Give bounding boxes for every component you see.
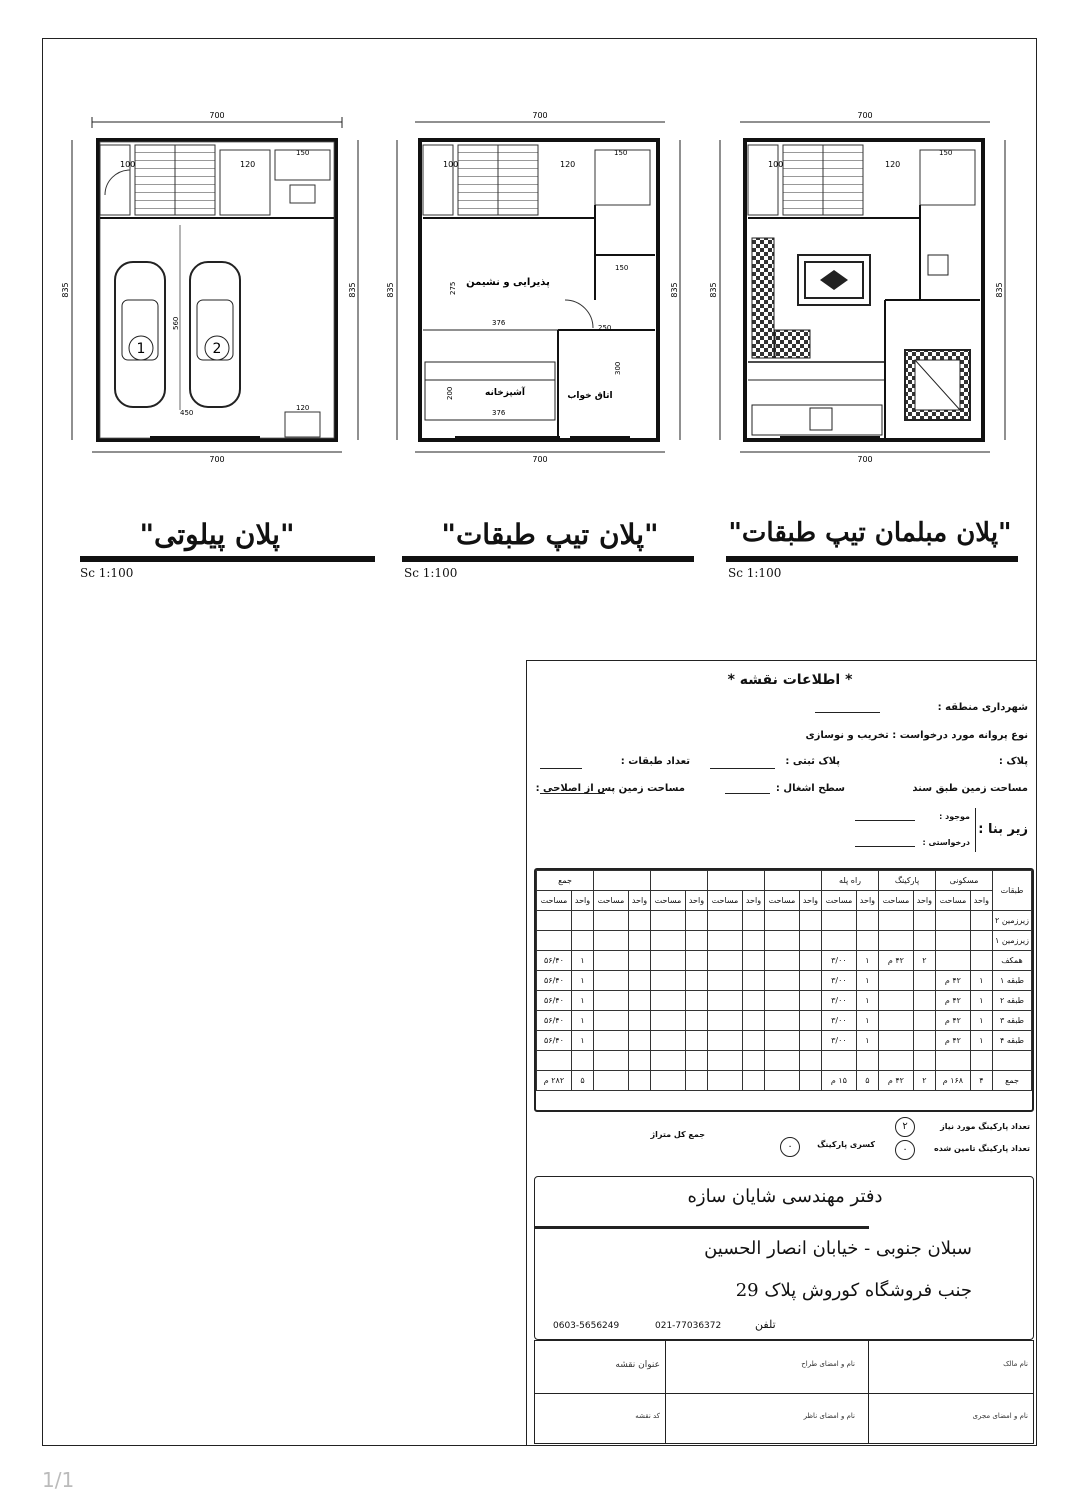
- footer-code: کد نقشه: [635, 1412, 660, 1420]
- field-floors: تعداد طبقات :: [620, 756, 690, 767]
- svg-text:2: 2: [212, 341, 222, 357]
- table-row: طبقه ۴ ۱ ۴۲ م ۱ ۳/۰۰ ۱ ۵۶/۴۰: [537, 1031, 1032, 1051]
- svg-text:300: 300: [614, 361, 622, 375]
- footer-grid: [534, 1340, 1034, 1444]
- svg-text:100: 100: [443, 160, 459, 169]
- svg-text:835: 835: [670, 282, 679, 298]
- svg-text:150: 150: [939, 149, 953, 157]
- svg-text:700: 700: [532, 111, 548, 120]
- table-row: طبقه ۱ ۱ ۴۲ م ۱ ۳/۰۰ ۱ ۵۶/۴۰: [537, 971, 1032, 991]
- svg-text:275: 275: [449, 281, 457, 295]
- table-row: زیرزمین ۲: [537, 911, 1032, 931]
- parking-required: تعداد پارکینگ مورد نیاز: [940, 1122, 1030, 1131]
- svg-text:150: 150: [614, 149, 628, 157]
- office-address-1: سبلان جنوبی - خیابان انصار الحسین: [704, 1238, 972, 1259]
- table-row: طبقه ۳ ۱ ۴۲ م ۱ ۳/۰۰ ۱ ۵۶/۴۰: [537, 1011, 1032, 1031]
- svg-text:100: 100: [120, 160, 136, 169]
- svg-text:150: 150: [296, 149, 310, 157]
- office-address-2: جنب فروشگاه کوروش پلاک 29: [735, 1280, 972, 1301]
- table-row: [537, 1051, 1032, 1071]
- office-name: دفتر مهندسی شایان سازه: [687, 1186, 883, 1207]
- svg-text:700: 700: [857, 455, 873, 464]
- table-row: طبقه ۲ ۱ ۴۲ م ۱ ۳/۰۰ ۱ ۵۶/۴۰: [537, 991, 1032, 1011]
- svg-text:120: 120: [240, 160, 256, 169]
- scale-label: Sc 1:100: [404, 566, 458, 580]
- parking-required-value: ۲: [895, 1117, 915, 1137]
- car-1: [115, 262, 165, 407]
- dim-top: 700: [209, 111, 225, 120]
- car-2: [190, 262, 240, 407]
- footer-owner: نام مالک: [1003, 1360, 1028, 1368]
- page-number: 1/1: [42, 1468, 75, 1492]
- plan-typical: [386, 111, 680, 464]
- svg-text:120: 120: [560, 160, 576, 169]
- office-phone-label: تلفن: [755, 1318, 776, 1331]
- plan-furnished: [709, 111, 1005, 464]
- svg-text:250: 250: [598, 324, 612, 332]
- table-row: زیرزمین ۱: [537, 931, 1032, 951]
- footer-designer: نام و امضای طراح: [801, 1360, 855, 1368]
- room-living: پذیرایی و نشیمن: [466, 277, 550, 288]
- scale-label: Sc 1:100: [728, 566, 782, 580]
- table-row: همکف ۲ ۴۲ م ۱ ۳/۰۰ ۱ ۵۶/۴۰: [537, 951, 1032, 971]
- floor-plans: [0, 100, 1080, 580]
- area-table-frame: [534, 868, 1034, 1112]
- dim-bottom: 700: [209, 455, 225, 464]
- title-underline: [80, 556, 375, 562]
- svg-text:120: 120: [885, 160, 901, 169]
- svg-text:835: 835: [995, 282, 1004, 298]
- svg-text:120: 120: [296, 404, 310, 412]
- info-heading: * اطلاعات نقشه *: [727, 672, 853, 688]
- room-bedroom: اتاق خواب: [567, 391, 613, 401]
- parking-provided: تعداد پارکینگ تامین شده: [934, 1144, 1030, 1153]
- parking-provided-value: ۰: [895, 1140, 915, 1160]
- field-parcel: پلاک :: [998, 756, 1028, 767]
- field-occupancy: سطح اشغال :: [775, 783, 845, 794]
- dim-left: 835: [61, 282, 70, 298]
- plan-title-pilot: "پلان پیلوتی": [139, 518, 295, 551]
- field-setback: مساحت زمین پس از اصلاحی :: [535, 783, 685, 794]
- field-municipality: شهرداری منطقه :: [937, 702, 1028, 713]
- parking-deficit-value: ۰: [780, 1137, 800, 1157]
- total-area-label: جمع کل متراژ: [650, 1130, 705, 1139]
- svg-text:835: 835: [386, 282, 395, 298]
- parking-deficit: کسری پارکینگ: [817, 1140, 875, 1149]
- room-kitchen: آشپزخانه: [485, 388, 525, 398]
- office-phone-1: 021-77036372: [655, 1321, 722, 1331]
- table-row-total: جمع ۴ ۱۶۸ م ۲ ۴۲ م ۵ ۱۵ م ۵ ۲۸۲ م: [537, 1071, 1032, 1091]
- office-phone-2: 0603-5656249: [553, 1321, 620, 1331]
- svg-text:700: 700: [857, 111, 873, 120]
- svg-text:100: 100: [768, 160, 784, 169]
- scale-label: Sc 1:100: [80, 566, 134, 580]
- plan-title-furnished: "پلان مبلمان تیپ طبقات": [728, 518, 1012, 548]
- plan-title-typical: "پلان تیپ طبقات": [441, 518, 659, 551]
- plan-pilot: [61, 111, 358, 464]
- dim-right: 835: [348, 282, 357, 298]
- field-lot-area: مساحت زمین طبق سند: [912, 783, 1028, 794]
- svg-text:376: 376: [492, 409, 506, 417]
- svg-text:835: 835: [709, 282, 718, 298]
- svg-text:560: 560: [172, 316, 180, 330]
- footer-supervisor: نام و امضای ناظر: [803, 1412, 855, 1420]
- footer-executor: نام و امضای مجری: [972, 1412, 1028, 1420]
- svg-text:200: 200: [446, 386, 454, 400]
- field-existing: موجود :: [939, 812, 970, 821]
- svg-text:150: 150: [615, 264, 629, 272]
- svg-text:1: 1: [136, 341, 146, 357]
- field-permit-type: نوع پروانه مورد درخواست : تخریب و نوسازی: [805, 730, 1028, 741]
- field-original-parcel: پلاک ثبتی :: [785, 756, 840, 767]
- svg-text:376: 376: [492, 319, 506, 327]
- footer-drawing-title: عنوان نقشه: [615, 1360, 660, 1370]
- title-underline: [726, 556, 1018, 562]
- svg-text:700: 700: [532, 455, 548, 464]
- title-underline: [402, 556, 694, 562]
- svg-text:450: 450: [180, 409, 194, 417]
- field-sub: زیر بنا :: [978, 822, 1028, 837]
- area-table: طبقات مسکونی پارکینگ راه پله جمع واحد مساحت واحد مساحت واحد مساحت واحد مساحت واحد مساحت واحد مساحت واحد مساحت واحد مساحت زیرزمین ۲ زیرزمین ۱ همکف ۲ ۴۲ م ۱ ۳/۰۰ ۱ ۵۶/۴۰ طبقه ۱ ۱ ۴۲ م ۱ ۳/۰۰ ۱ ۵۶/۴۰ طبقه ۲ ۱ ۴۲ م ۱ ۳/۰۰ ۱ ۵۶/۴۰ طبقه ۳ ۱ ۴۲ م ۱ ۳/۰۰ ۱ ۵۶/۴۰ طبقه ۴ ۱ ۴۲ م ۱ ۳/۰۰ ۱ ۵۶/۴۰ جمع ۴ ۱۶۸ م ۲ ۴۲ م ۵ ۱۵ م ۵ ۲۸۲ م: [536, 870, 1032, 1091]
- office-divider: [534, 1226, 869, 1229]
- field-proposed: درخواستی :: [922, 838, 970, 847]
